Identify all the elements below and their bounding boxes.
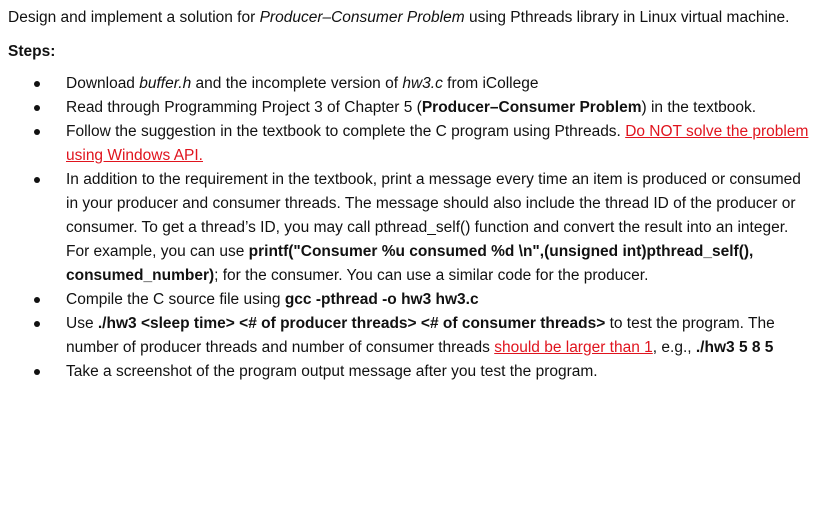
step-bold-usage: ./hw3 <sleep time> <# of producer threads> <# of consumer threads> (97, 315, 606, 332)
steps-heading: Steps: (8, 43, 56, 60)
step-bold-command: gcc -pthread -o hw3 hw3.c (284, 291, 479, 308)
steps-list (8, 72, 813, 384)
step-text: Follow the suggestion in the textbook to complete the C program using Pthreads. (66, 123, 626, 140)
step-text: ) in the textbook. (641, 99, 757, 116)
intro-problem-name: Producer–Consumer Problem (259, 9, 465, 26)
step-item-usage (8, 312, 813, 360)
bullet-icon (34, 297, 40, 303)
step-bold-example: ./hw3 5 8 5 (695, 339, 774, 356)
step-text: Compile the C source file using (66, 291, 285, 308)
step-text: Take a screenshot of the program output message after you test the program. (66, 363, 598, 380)
bullet-icon (34, 369, 40, 375)
intro-paragraph (8, 6, 813, 30)
step-bold-code: printf("Consumer %u consumed %d \n",(unsigned int)pthread_self(), consumed_number) (66, 243, 754, 284)
step-text: Use (66, 315, 98, 332)
step-item-screenshot (8, 360, 813, 384)
step-red-warning: Do NOT solve the problem using Windows API. (66, 123, 809, 164)
intro-text-1: Design and implement a solution for (8, 9, 260, 26)
step-text: and the incomplete version of (191, 75, 403, 92)
step-text: from iCollege (442, 75, 539, 92)
step-italic-buffer: buffer.h (139, 75, 192, 92)
step-bold-problem: Producer–Consumer Problem (421, 99, 642, 116)
intro-text-2: using Pthreads library in Linux virtual machine. (464, 9, 790, 26)
step-red-requirement: should be larger than 1 (494, 339, 653, 356)
step-item-download (8, 72, 813, 96)
step-text: Read through Programming Project 3 of Chapter 5 ( (66, 99, 422, 116)
step-text: to test the program. The number of producer threads and number of consumer threads (66, 315, 775, 356)
bullet-icon (34, 177, 40, 183)
bullet-icon (34, 129, 40, 135)
bullet-icon (34, 105, 40, 111)
step-text: ; for the consumer. You can use a similar code for the producer. (214, 267, 649, 284)
step-text: In addition to the requirement in the textbook, print a message every time an item is produced or consumed in your producer and consumer threads. The message should also include the thread ID of the producer or consumer. To get a thread’s ID, you may call pthread_self() function and convert the result into an integer. For example, you can use (66, 171, 801, 260)
step-item-read (8, 96, 813, 120)
step-item-follow (8, 120, 813, 168)
step-text: , e.g., (652, 339, 696, 356)
bullet-icon (34, 321, 40, 327)
step-text: Download (66, 75, 140, 92)
step-item-print-message (8, 168, 813, 288)
step-italic-hw3: hw3.c (402, 75, 443, 92)
step-item-compile (8, 288, 813, 312)
bullet-icon (34, 81, 40, 87)
